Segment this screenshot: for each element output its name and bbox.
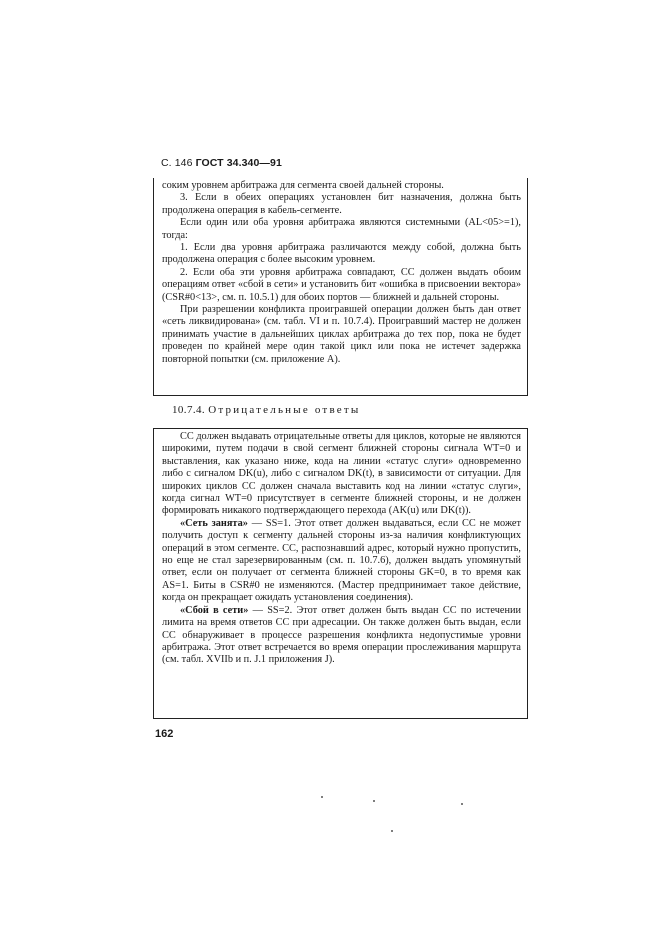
framed-text-block-bottom [153,428,528,719]
paragraph-text: — SS=2. Этот ответ должен быть выдан СС по истечении лимита на время ответов СС при адресации. Он также должен быть выдан, если СС обнаруживает в процессе разрешения конфликта недопустимые уровни арбитража. Этот ответ встречается во время операции прослеживания маршрута (см. табл. XVIIb и п. J.1 приложения J). [162,604,521,666]
paragraph [162,605,521,667]
framed-text-block-top [153,178,528,396]
paragraph: СС должен выдавать отрицательные ответы для циклов, которые не являются широкими, путем подачи в свой сегмент ближней стороны сигнала WT=0 и выставления, как указано ниже, кода на линии «статус слуги» одновременно либо с сигналом DK(u), либо с сигналом DK(t), в зависимости от ситуации. Для широких циклов СС должен сначала выставить код на линии «статус слуги», когда сигнал WT=0 присутствует в сегменте ближней стороны, и не должен формировать никакого подтверждающего перехода (AK(u) или DK(t)). [162,431,521,517]
term-network-busy: «Сеть занята» [180,517,248,529]
scan-speck [461,803,463,805]
paragraph: 3. Если в обеих операциях установлен бит назначения, должна быть продолжена операция в кабель-сегменте. [162,192,521,216]
header-prefix: С. 146 [161,157,196,169]
paragraph: При разрешении конфликта проигравшей операции должен быть дан ответ «сеть ликвидирована» (см. табл. VI и п. 10.7.4). Проигравший мастер не должен принимать участие в дальнейших циклах арбитража до тех пор, пока не будет проведен по крайней мере один такой цикл или пока не истечет задержка повторной попытки (см. приложение А). [162,304,521,365]
paragraph: Если один или оба уровня арбитража являются системными (AL<05>=1), тогда: [162,217,521,241]
paragraph-text: — SS=1. Этот ответ должен выдаваться, если СС не может получить доступ к сегменту дальней стороны из-за наличия конфликтующих операций в этом сегменте. СС, распознавший адрес, который нужно пропустить, но еще не стал зарезервированным (см. п. 10.7.6), должен выдать упомянутый ответ, если он получает от сегмента ближней стороны GK=0, в то время как AS=1. Биты в CSR#0 не изменяются. (Мастер предпринимает такое действие, когда он прекращает ожидать установления соединения). [162,517,521,604]
paragraph: соким уровнем арбитража для сегмента своей дальней стороны. [162,180,444,191]
paragraph [162,518,521,605]
term-network-failure: «Сбой в сети» [180,604,249,616]
paragraph: 1. Если два уровня арбитража различаются между собой, должна быть продолжена операция с более высоким уровнем. [162,242,521,266]
header-standard-id: ГОСТ 34.340—91 [195,157,282,169]
paragraph: 2. Если оба эти уровня арбитража совпадают, СС должен выдать обоим операциям ответ «сбой в сети» и установить бит «ошибка в присвоении вектора» (CSR#0<13>, см. п. 10.5.1) для обоих портов — ближней и дальней стороны. [162,266,521,303]
scan-speck [321,796,323,798]
scan-speck [373,800,375,802]
page-header [161,157,282,169]
scan-speck [391,830,393,832]
section-number: 10.7.4. [172,404,206,416]
section-heading [172,404,360,416]
page-number: 162 [155,728,174,740]
section-title: Отрицательные ответы [208,404,361,416]
